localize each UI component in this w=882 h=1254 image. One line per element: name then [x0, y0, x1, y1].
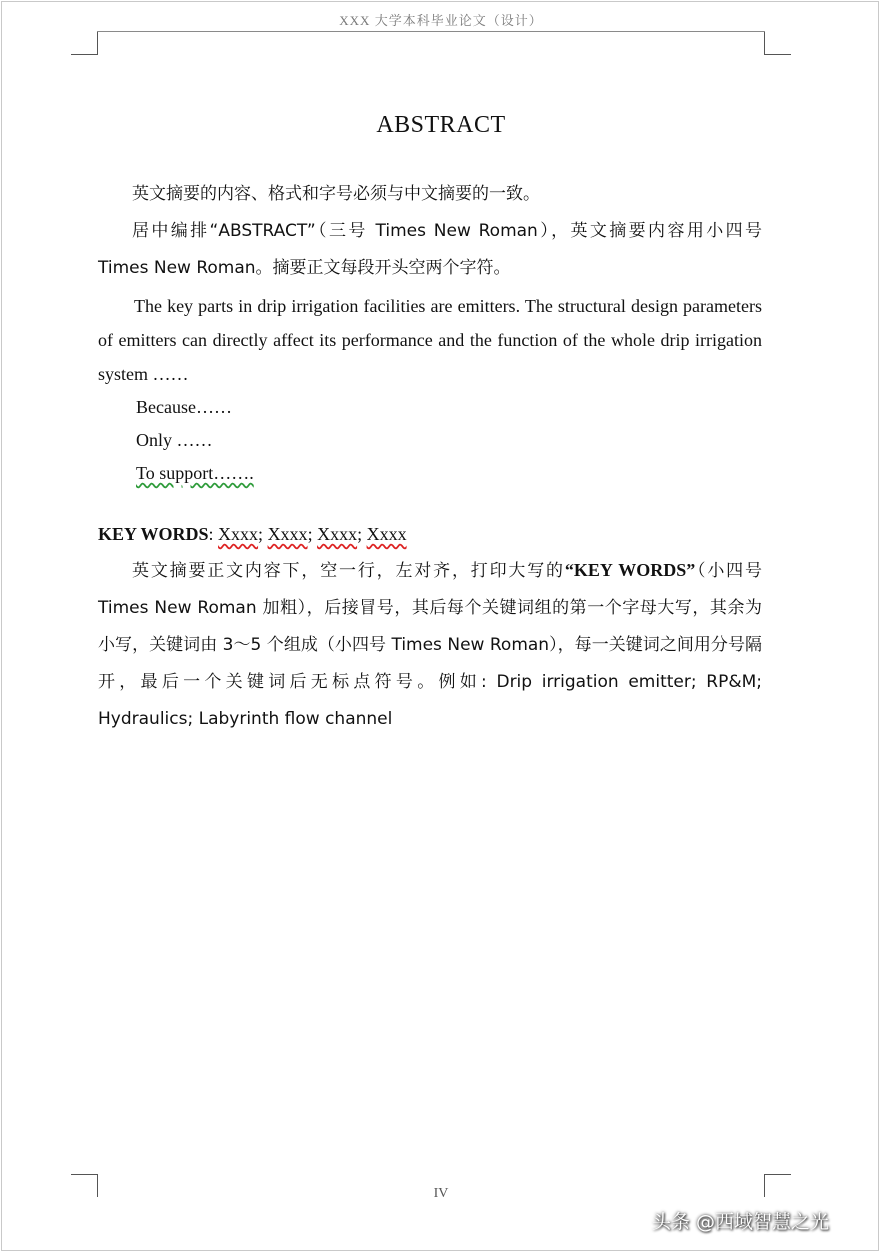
instruction-paragraph-1: 英文摘要的内容、格式和字号必须与中文摘要的一致。 — [132, 184, 540, 204]
running-header: XXX 大学本科毕业论文（设计） — [339, 13, 543, 28]
keywords-instruction-paragraph — [98, 552, 762, 738]
keyword-item: Xxxx — [317, 524, 358, 544]
keyword-separator: ; — [258, 524, 268, 544]
header-rule — [97, 31, 765, 32]
keyword-item: Xxxx — [366, 524, 407, 544]
spellcheck-underlined-text: To support……. — [136, 463, 254, 483]
sample-abstract-paragraph: The key parts in drip irrigation facilities are emitters. The structural design parameters of emitters can directly affect its performance and the function of the whole drip irrigation system …… — [98, 296, 762, 384]
sample-line-to-support — [98, 457, 762, 490]
watermark: 头条 @西域智慧之光 — [652, 1211, 830, 1233]
keywords-instruction-bold-term: “KEY WORDS” — [564, 560, 696, 580]
crop-mark-top-left — [71, 32, 98, 55]
keyword-item: Xxxx — [267, 524, 308, 544]
crop-mark-top-right — [764, 32, 791, 55]
keyword-item: Xxxx — [218, 524, 259, 544]
page-number: IV — [433, 1186, 449, 1201]
abstract-body — [98, 176, 762, 738]
keywords-label: KEY WORDS — [98, 524, 209, 544]
abstract-title: ABSTRACT — [376, 112, 506, 138]
keywords-line — [98, 516, 762, 552]
sample-line-only: Only …… — [136, 430, 213, 450]
blank-line — [98, 490, 762, 516]
keywords-instruction-post: （小四号 Times New Roman 加粗），后接冒号，其后每个关键词组的第一个字母大写，其余为小写，关键词由 3～5 个组成（小四号 Times New Roman），每一关键词之间用分号隔开，最后一个关键词后无标点符号。例如: Drip irrigation emitter; RP&M; Hydraulics; Labyrinth flow channel — [98, 561, 762, 729]
keywords-instruction-pre: 英文摘要正文内容下，空一行，左对齐，打印大写的 — [132, 561, 565, 581]
keywords-colon: : — [208, 524, 219, 544]
instruction-paragraph-2: 居中编排“ABSTRACT”（三号 Times New Roman），英文摘要内容用小四号 Times New Roman。摘要正文每段开头空两个字符。 — [98, 221, 762, 278]
sample-line-because: Because…… — [136, 397, 232, 417]
keyword-separator: ; — [307, 524, 318, 544]
keyword-separator: ; — [357, 524, 367, 544]
